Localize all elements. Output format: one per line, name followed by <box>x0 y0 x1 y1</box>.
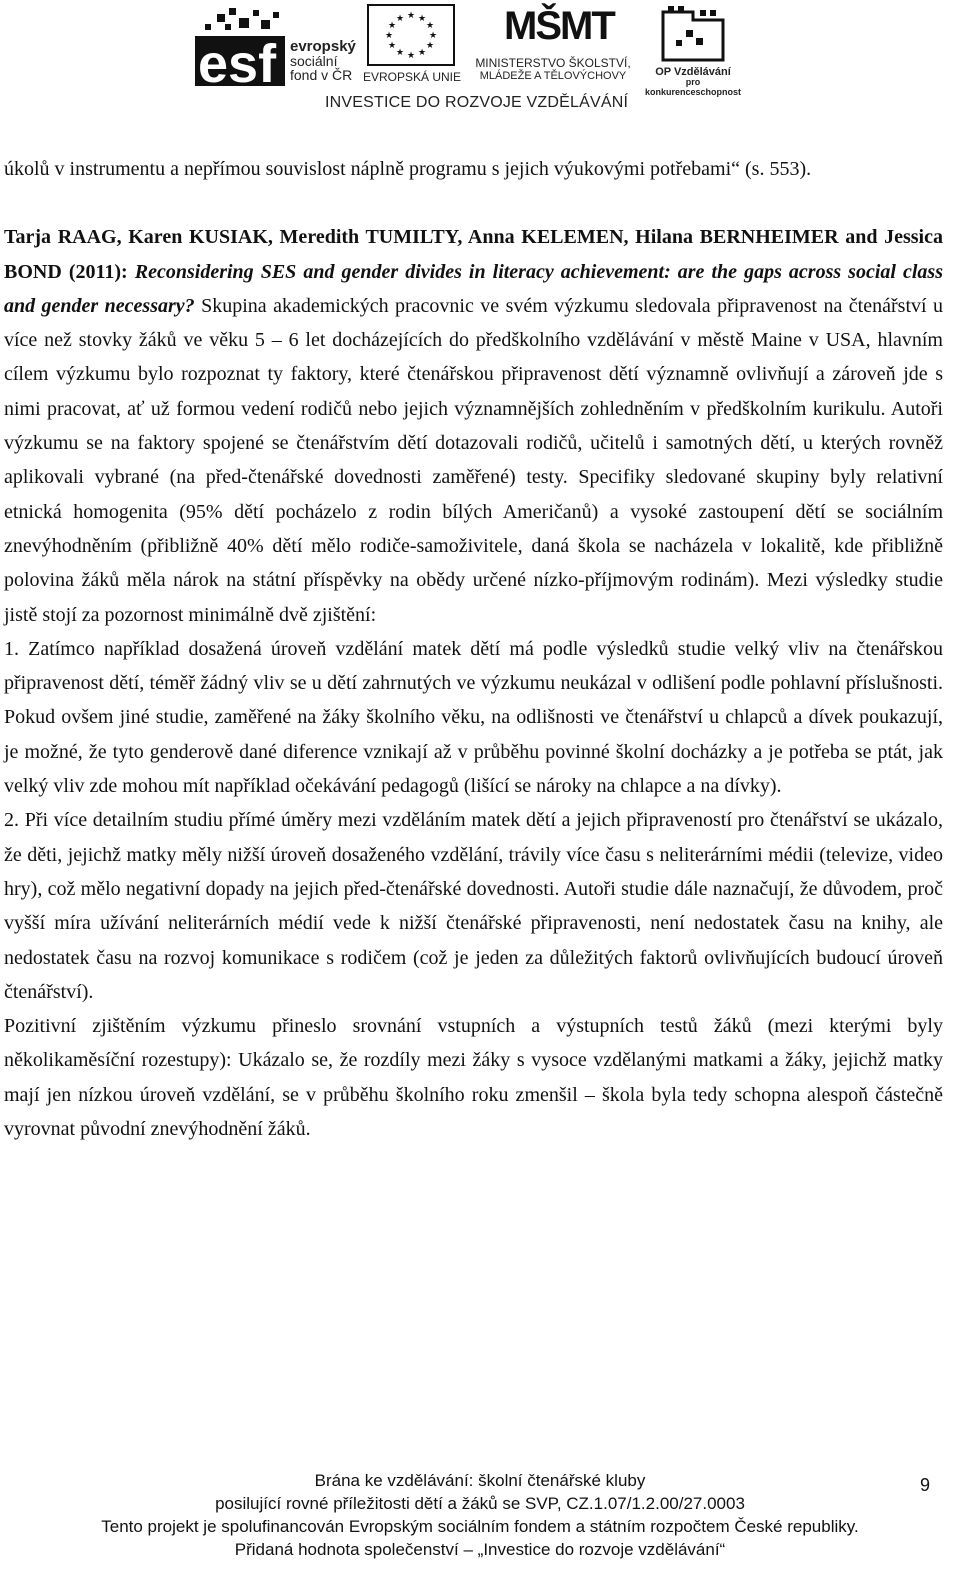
reference-authors: Tarja RAAG, Karen KUSIAK, Meredith TUMILTY, Anna KELEMEN, Hilana BERNHEIMER and Jessica BOND (2011): <box>4 226 943 283</box>
svg-text:★: ★ <box>428 31 438 41</box>
svg-text:★: ★ <box>417 48 427 58</box>
svg-text:★: ★ <box>406 51 416 61</box>
op-logo-line2: pro konkurenceschopnost <box>644 77 742 97</box>
footer-line1: Brána ke vzdělávání: školní čtenářské kluby <box>314 1471 646 1490</box>
esf-logo-line1: evropský <box>290 38 356 55</box>
svg-text:★: ★ <box>384 31 394 41</box>
eu-logo <box>362 4 460 86</box>
op-logo <box>638 4 748 97</box>
document-body <box>4 152 943 1146</box>
svg-text:★: ★ <box>425 21 435 31</box>
msmt-logo-line1: MINISTERSTVO ŠKOLSTVÍ, <box>475 56 631 70</box>
final-paragraph: Pozitivní zjištěním výzkumu přineslo srovnání vstupních a výstupních testů žáků (mezi kterými byly několikaměsíční rozestupy): Ukázalo se, že rozdíly mezi žáky s vysoce vzdělanými matkami a žáky, jejichž matky mají jen nízkou úroveň vzdělání, se v průběhu školního roku zmenšil – škola byla tedy schopna alespoň částečně vyrovnat původní znevýhodnění žáků. <box>4 1015 943 1141</box>
svg-text:★: ★ <box>387 21 397 31</box>
svg-text:★: ★ <box>406 11 416 21</box>
esf-logo-line3: fond v ČR <box>290 67 353 83</box>
reference-entry <box>4 220 943 632</box>
msmt-logo <box>468 4 638 86</box>
op-logo-graphic <box>638 4 748 64</box>
header-tagline: INVESTICE DO ROZVOJE VZDĚLÁVÁNÍ <box>325 94 629 111</box>
op-logo-line1: OP Vzdělávání <box>655 66 731 78</box>
msmt-logo-mark: MŠMT <box>504 4 614 48</box>
footer-line3: Tento projekt je spolufinancován Evropským sociálním fondem a státním rozpočtem České republiky. <box>101 1517 859 1536</box>
esf-mark-graphic <box>195 6 285 86</box>
paragraph-continuation: úkolů v instrumentu a nepřímou souvislost náplně programu s jejich výukovými potřebami“ (s. 553). <box>4 158 812 180</box>
eu-flag-icon <box>367 4 455 66</box>
esf-logo <box>195 6 285 86</box>
finding-point-2: 2. Při více detailním studiu přímé úměry mezi vzděláním matek dětí a jejich připraveností pro čtenářství se ukázalo, že děti, jejichž matky měly nižší úroveň dosaženého vzdělání, trávily více času s neliterárními médii (televize, video hry), což mělo negativní dopady na jejich před-čtenářské dovednosti. Autoři studie dále naznačují, že důvodem, proč vyšší míra užívání neliterárních médií vede k nižší čtenářské připravenosti, není nedostatek času na knihy, ale nedostatek času na rozvoj komunikace s rodičem (což je jeden za důležitých faktorů ovlivňujících budoucí úroveň čtenářství). <box>4 809 943 1003</box>
msmt-logo-line2: MLÁDEŽE A TĚLOVÝCHOVY <box>479 70 627 82</box>
svg-text:★: ★ <box>395 48 405 58</box>
svg-text:★: ★ <box>395 14 405 24</box>
page-number: 9 <box>920 1475 931 1495</box>
esf-logo-line2: sociální <box>290 53 338 69</box>
footer-line4: Přidaná hodnota společenství – „Investice do rozvoje vzdělávání“ <box>234 1540 726 1559</box>
page-footer <box>0 1469 960 1561</box>
eu-logo-label: EVROPSKÁ UNIE <box>362 70 462 84</box>
footer-line2: posilující rovné příležitosti dětí a žáků se SVP, CZ.1.07/1.2.00/27.0003 <box>215 1494 745 1513</box>
esf-logo-text <box>290 40 356 82</box>
finding-point-1: 1. Zatímco například dosažená úroveň vzdělání matek dětí má podle výsledků studie velký vliv na čtenářskou připravenost dětí, téměř žádný vliv se u dětí zahrnutých ve výzkumu neukázal v odlišení podle pohlavní příslušnosti. Pokud ovšem jiné studie, zaměřené na žáky školního věku, na odlišnosti ve čtenářství u chlapců a dívek poukazují, je možné, že tyto genderově dané diference vznikají až v průběhu povinné školní docházky a je potřeba se ptát, jak velký vliv zde mohou mít například očekávání pedagogů (lišící se nároky na chlapce a na dívky). <box>4 637 943 798</box>
svg-text:★: ★ <box>425 41 435 51</box>
reference-title: Reconsidering SES and gender divides in literacy achievement: are the gaps across social class and gender necessary? <box>4 260 944 317</box>
reference-summary: Skupina akademických pracovnic ve svém výzkumu sledovala připravenost na čtenářství u více než stovky žáků ve věku 5 – 6 let docházejících do předškolního vzdělávání v městě Maine v USA, hlavním cílem výzkumu bylo rozpoznat ty faktory, které čtenářskou připravenost dětí významně ovlivňují a zároveň jde s nimi pracovat, ať už formou vedení rodičů nebo jejich významnějších zohledněním v předškolním kurikulu. Autoři výzkumu se na faktory spojené se čtenářstvím dětí dotazovali rodičů, učitelů i samotných dětí, u kterých rovněž aplikovali vybrané (na před-čtenářské dovednosti zaměřené) testy. Specifiky sledované skupiny byly relativní etnická homogenita (95% dětí pocházelo z rodin bílých Američanů) a vysoké zastoupení dětí se sociálním znevýhodněním (přibližně 40% dětí mělo rodiče-samoživitele, daná škola se nacházela v lokalitě, kde přibližně polovina žáků měla nárok na státní příspěvky na obědy určené nízko-příjmovým rodinám). Mezi výsledky studie jistě stojí za pozornost minimálně dvě zjištění: <box>4 294 943 626</box>
svg-text:★: ★ <box>417 14 427 24</box>
paragraph-gap <box>4 186 943 220</box>
header-logos <box>0 0 960 120</box>
svg-text:esf: esf <box>198 34 277 86</box>
svg-text:★: ★ <box>387 41 397 51</box>
